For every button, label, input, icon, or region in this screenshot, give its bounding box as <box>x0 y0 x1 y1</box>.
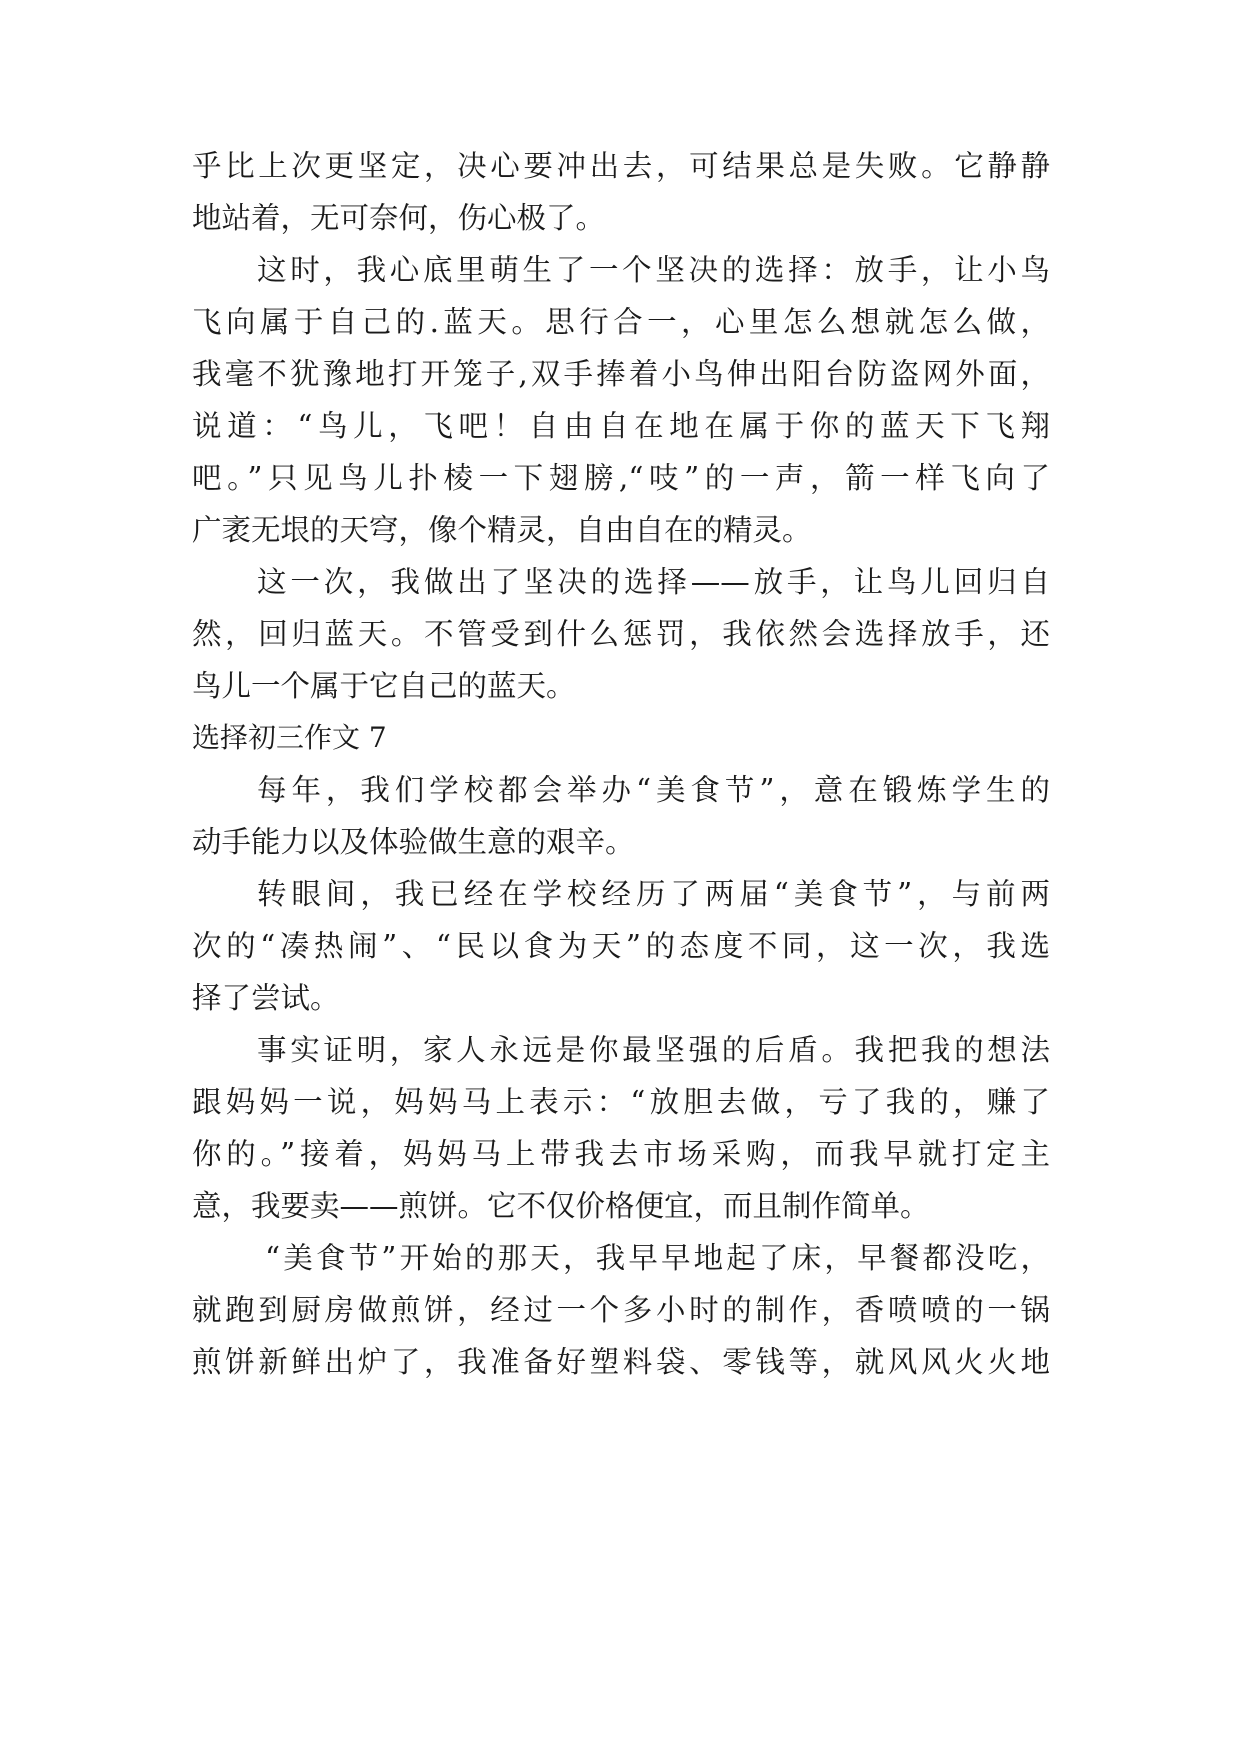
text-line: 乎比上次更坚定，决心要冲出去，可结果总是失败。它静静 <box>192 149 1050 183</box>
text-line: 你的。”接着，妈妈马上带我去市场采购，而我早就打定主 <box>192 1137 1050 1171</box>
paragraph-first-line: “美食节”开始的那天，我早早地起了床，早餐都没吃， <box>265 1241 1050 1275</box>
section-heading: 选择初三作文 7 <box>192 721 387 754</box>
text-line: 动手能力以及体验做生意的艰辛。 <box>192 825 635 859</box>
paragraph-first-line: 转眼间，我已经在学校经历了两届“美食节”，与前两 <box>257 877 1050 911</box>
text-line: 鸟儿一个属于它自己的蓝天。 <box>192 669 576 703</box>
text-line: 跟妈妈一说，妈妈马上表示：“放胆去做，亏了我的，赚了 <box>192 1085 1050 1119</box>
text-line: 意，我要卖——煎饼。它不仅价格便宜，而且制作简单。 <box>192 1189 930 1223</box>
text-line: 就跑到厨房做煎饼，经过一个多小时的制作，香喷喷的一锅 <box>192 1293 1050 1327</box>
text-line: 地站着，无可奈何，伤心极了。 <box>192 201 606 235</box>
text-line: 吧。”只见鸟儿扑棱一下翅膀,“吱”的一声，箭一样飞向了 <box>192 461 1050 495</box>
paragraph-first-line: 这时，我心底里萌生了一个坚决的选择：放手，让小鸟 <box>257 253 1050 287</box>
text-line: 广袤无垠的天穹，像个精灵，自由自在的精灵。 <box>192 513 812 547</box>
paragraph-first-line: 事实证明，家人永远是你最坚强的后盾。我把我的想法 <box>257 1033 1050 1067</box>
text-line: 飞向属于自己的.蓝天。思行合一，心里怎么想就怎么做， <box>192 305 1050 339</box>
text-line: 我毫不犹豫地打开笼子,双手捧着小鸟伸出阳台防盗网外面， <box>192 357 1050 391</box>
text-line: 择了尝试。 <box>192 981 340 1015</box>
paragraph-first-line: 这一次，我做出了坚决的选择——放手，让鸟儿回归自 <box>257 565 1050 599</box>
text-line: 然，回归蓝天。不管受到什么惩罚，我依然会选择放手，还 <box>192 617 1050 651</box>
text-line: 次的“凑热闹”、“民以食为天”的态度不同，这一次，我选 <box>192 929 1050 963</box>
text-line: 说道：“鸟儿，飞吧！自由自在地在属于你的蓝天下飞翔 <box>192 409 1050 443</box>
text-line: 煎饼新鲜出炉了，我准备好塑料袋、零钱等，就风风火火地 <box>192 1345 1050 1379</box>
paragraph-first-line: 每年，我们学校都会举办“美食节”，意在锻炼学生的 <box>257 773 1050 807</box>
